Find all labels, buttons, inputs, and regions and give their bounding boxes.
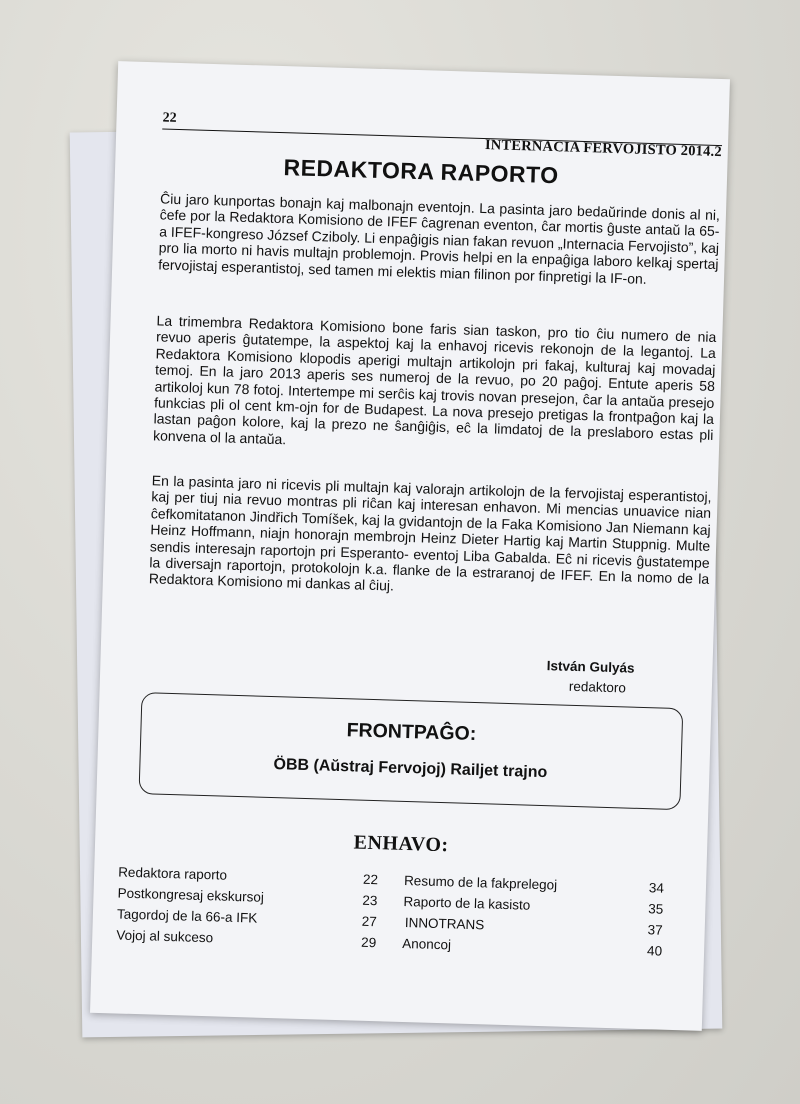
signature (100, 643, 635, 699)
cover-caption: ÖBB (Aŭstraj Fervojoj) Railjet trajno (273, 756, 548, 782)
contents-entry-page: 22 (362, 871, 379, 888)
article-title: REDAKTORA RAPORTO (283, 154, 560, 189)
contents-entry-page: 40 (646, 943, 663, 959)
contents-entry-title: Resumo de la fakprelegoj (403, 872, 558, 893)
contents-entry-title: Raporto de la kasisto (403, 893, 531, 913)
cover-heading: FRONTPAĜO: (346, 719, 477, 746)
page-number: 22 (162, 110, 177, 126)
contents-entry-title: Postkongresaj ekskursoj (117, 885, 265, 905)
contents-entry-page: 23 (362, 892, 378, 909)
contents-entry-page: 37 (647, 922, 663, 938)
cover-photo-box (139, 692, 684, 810)
table-of-contents (116, 861, 678, 968)
contents-heading: ENHAVO: (353, 831, 449, 857)
contents-column-right (402, 870, 664, 962)
contents-entry-title: INNOTRANS (404, 915, 485, 933)
contents-entry-page: 34 (648, 880, 665, 896)
contents-entry-title: Vojoj al sukceso (116, 927, 214, 946)
running-header (162, 104, 723, 161)
magazine-page (90, 61, 730, 1031)
author-name: István Gulyás (546, 658, 635, 676)
contents-entry-title: Anoncoj (401, 935, 452, 953)
article-paragraph: Ĉiu jaro kunportas bonajn kaj malbonajn eventojn. La pasinta jaro bedaŭrinde donis al ni, ĉefe por la Redaktora Komisiono de IFEF ĉagrenan eventon, ĉar mortis ĝuste antaŭ la 65-a IFEF-kongreso József Cziboly. Li enpaĝigis nian fakan revuon „Internacia Fervojisto”, kaj pro lia morto ni havis multajn problemojn. Provis helpi en la enpaĝiga laboro kelkaj spertaj fervojistaj esperantistoj, sed tamen mi elektis mian filinon por finpretigi la IF-on. (158, 190, 721, 287)
contents-entry-title: Redaktora raporto (117, 864, 228, 883)
contents-entry-page: 27 (361, 913, 378, 930)
contents-column-left (116, 861, 388, 953)
contents-entry-title: Tagordoj de la 66-a IFK (116, 906, 258, 926)
contents-entry-page: 35 (648, 901, 664, 917)
contents-entry-page: 29 (360, 934, 377, 951)
journal-title: INTERNACIA FERVOJISTO 2014.2 (484, 137, 723, 161)
article-paragraph: En la pasinta jaro ni ricevis pli multajn kaj valorajn artikolojn de la fervojistaj esperantistoj, kaj per tiuj nia revuo montras pli riĉan kaj interesan enhavon. Mi mencias unuavice nian ĉefkomitatanon Jindřich Tomíšek, kaj la gvidantojn de la Faka Komisiono Jan Niemann kaj Heinz Hoffmann, niajn honorajn membrojn Heinz Dieter Hartig kaj Martin Stuppnig. Multe sendis interesajn raportojn pri Esperanto- eventoj Liba Gabalda. Eĉ ni ricevis ĝustatempe la diversajn raportojn, protokolojn k.a. flanke de la estraranoj de IFEF. En la nomo de la Redaktora Komisiono mi dankas al ĉiuj. (148, 472, 712, 594)
author-role: redaktoro (568, 678, 627, 696)
article-paragraph: La trimembra Redaktora Komisiono bone faris sian taskon, pro tio ĉiu numero de nia revuo aperis ĝutatempe, la aspektoj kaj la enhavoj ricevis rekonojn de la legantoj. La Redaktora Komisiono klopodis aperigi multajn artikolojn pri fakaj, kulturaj kaj movadaj temoj. En la jaro 2013 aperis ses numeroj de la revuo, po 20 paĝoj. Entute aperis 58 artikoloj kun 78 fotoj. Intertempe mi serĉis kaj trovis novan presejon, ĉar la antaŭa presejo funkcias pli ol cent km-ojn for de Budapest. La nova presejo pretigas la frontpaĝon kaj la lastan paĝon kolore, kaj la prezo ne ŝanĝiĝis, eĉ la limdatoj de la preslaboro estas pli konvena ol la antaŭa. (152, 312, 717, 448)
